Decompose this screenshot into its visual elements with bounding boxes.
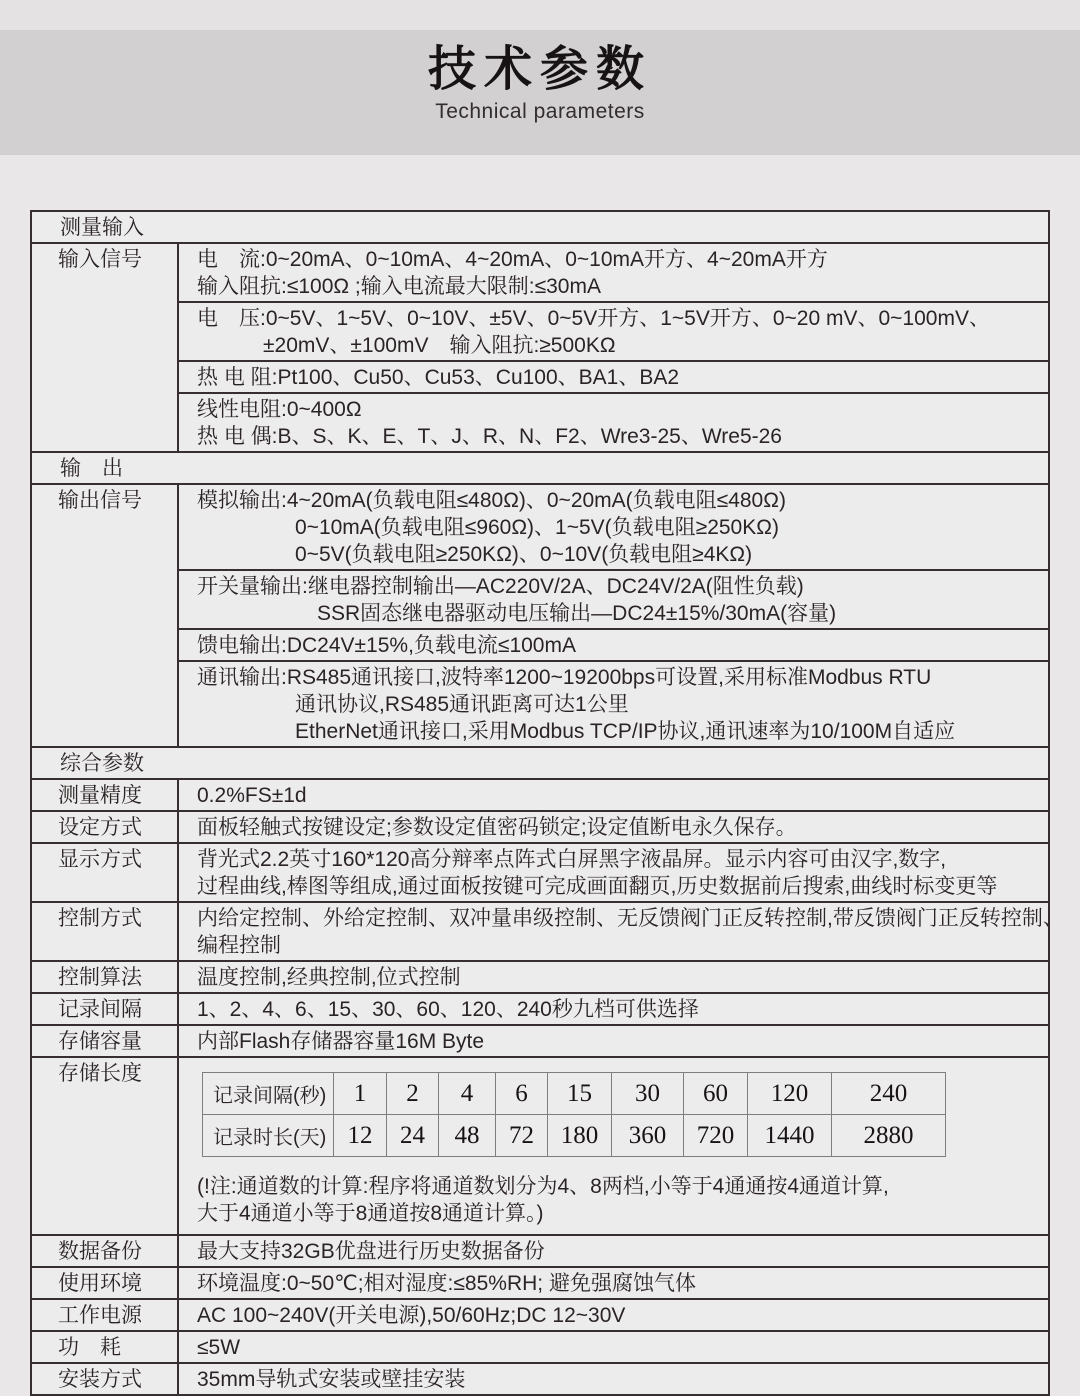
spec-cell: [179, 994, 1048, 1024]
spec-line: 过程曲线,棒图等组成,通过面板按键可完成画面翻页,历史数据前后搜索,曲线时标变更等: [197, 875, 998, 898]
spec-line: 0.2%FS±1d: [197, 784, 307, 807]
spec-line: ±20mV、±100mV 输入阻抗:≥500KΩ: [263, 334, 616, 357]
interval-value: 240: [832, 1073, 946, 1115]
spec-cell-current: [179, 244, 1048, 301]
spec-line: 通讯协议,RS485通讯距离可达1公里: [295, 693, 629, 716]
interval-value: 1: [334, 1073, 387, 1115]
row-label: 输出信号: [32, 485, 179, 746]
section-row-output: [32, 453, 1048, 485]
spec-line: 开关量输出:继电器控制输出—AC220V/2A、DC24V/2A(阻性负载): [197, 575, 804, 598]
interval-value: 120: [748, 1073, 832, 1115]
spec-cell: [179, 844, 1048, 901]
days-value: 720: [684, 1115, 748, 1157]
spec-cell-analog-out: [179, 485, 1048, 569]
storage-table-row-intervals: [203, 1073, 946, 1115]
row-content: [179, 1364, 1048, 1394]
days-value: 12: [334, 1115, 387, 1157]
spec-line: 模拟输出:4~20mA(负载电阻≤480Ω)、0~20mA(负载电阻≤480Ω): [197, 489, 786, 512]
row-display-method: [32, 844, 1048, 903]
row-content: [179, 812, 1048, 842]
spec-line: AC 100~240V(开关电源),50/60Hz;DC 12~30V: [197, 1304, 626, 1327]
days-value: 1440: [748, 1115, 832, 1157]
row-label: 功 耗: [32, 1332, 179, 1362]
row-content: [179, 1268, 1048, 1298]
row-storage-length: [32, 1058, 1048, 1236]
days-value: 180: [548, 1115, 612, 1157]
row-label: 输入信号: [32, 244, 179, 451]
spec-cell-voltage: [179, 301, 1048, 360]
spec-line: 温度控制,经典控制,位式控制: [197, 966, 461, 989]
top-strip: [0, 0, 1080, 30]
spec-line: 电 流:0~20mA、0~10mA、4~20mA、0~10mA开方、4~20mA开方: [197, 248, 828, 271]
spec-line: 热 电 偶:B、S、K、E、T、J、R、N、F2、Wre3-25、Wre5-26: [197, 425, 782, 448]
spec-line: EtherNet通讯接口,采用Modbus TCP/IP协议,通讯速率为10/100M自适应: [295, 720, 956, 743]
row-label: 数据备份: [32, 1236, 179, 1266]
spec-cell-switch-out: [179, 569, 1048, 628]
row-content: [179, 1300, 1048, 1330]
spec-line: 编程控制: [197, 934, 281, 957]
row-content: [179, 1058, 1048, 1234]
spec-cell: [179, 903, 1064, 960]
spec-line: ≤5W: [197, 1336, 241, 1359]
storage-row1-label: 记录间隔(秒): [203, 1073, 334, 1115]
interval-value: 60: [684, 1073, 748, 1115]
row-label: 设定方式: [32, 812, 179, 842]
spec-line: 环境温度:0~50℃;相对湿度:≤85%RH; 避免强腐蚀气体: [197, 1272, 696, 1295]
spec-line: 0~10mA(负载电阻≤960Ω)、1~5V(负载电阻≥250KΩ): [295, 516, 779, 539]
row-label: 存储容量: [32, 1026, 179, 1056]
section-label: 综合参数: [60, 752, 144, 775]
row-setting-method: [32, 812, 1048, 844]
spec-cell: [179, 1364, 1048, 1394]
row-label: 控制算法: [32, 962, 179, 992]
spec-line: 内给定控制、外给定控制、双冲量串级控制、无反馈阀门正反转控制,带反馈阀门正反转控制、: [197, 907, 1064, 930]
spec-line: 最大支持32GB优盘进行历史数据备份: [197, 1240, 545, 1263]
days-value: 24: [387, 1115, 439, 1157]
row-input-signal: [32, 244, 1048, 453]
interval-value: 6: [496, 1073, 548, 1115]
row-content: [179, 962, 1048, 992]
days-value: 48: [439, 1115, 496, 1157]
spec-cell: [179, 1236, 1048, 1266]
interval-value: 30: [612, 1073, 684, 1115]
spec-line: SSR固态继电器驱动电压输出—DC24±15%/30mA(容量): [317, 602, 837, 625]
storage-note: [197, 1165, 1048, 1233]
row-content: [179, 780, 1048, 810]
spec-line: 热 电 阻:Pt100、Cu50、Cu53、Cu100、BA1、BA2: [197, 366, 680, 389]
row-content: [179, 485, 1048, 746]
spec-line: 馈电输出:DC24V±15%,负载电流≤100mA: [197, 634, 576, 657]
row-label: 使用环境: [32, 1268, 179, 1298]
storage-table: [202, 1072, 946, 1157]
row-data-backup: [32, 1236, 1048, 1268]
page-title: 技术参数: [427, 43, 652, 96]
interval-value: 2: [387, 1073, 439, 1115]
row-label: 记录间隔: [32, 994, 179, 1024]
spec-cell: [179, 1300, 1048, 1330]
row-content: [179, 1236, 1048, 1266]
row-control-method: [32, 903, 1064, 962]
section-label: 测量输入: [60, 216, 144, 239]
spec-line: 1、2、4、6、15、30、60、120、240秒九档可供选择: [197, 998, 699, 1021]
spec-cell-feed-out: [179, 628, 1048, 660]
title-band: [0, 30, 1080, 155]
days-value: 2880: [832, 1115, 946, 1157]
row-label: 测量精度: [32, 780, 179, 810]
section-label: 输 出: [60, 457, 123, 480]
spec-cell: [179, 962, 1048, 992]
spec-cell: [179, 812, 1048, 842]
spec-cell-storage: [179, 1058, 1048, 1234]
spec-cell-linear-tc: [179, 392, 1048, 451]
row-content: [179, 244, 1048, 451]
row-label: 安装方式: [32, 1364, 179, 1394]
row-accuracy: [32, 780, 1048, 812]
note-line: (!注:通道数的计算:程序将通道数划分为4、8两档,小等于4通通按4通道计算,: [197, 1175, 889, 1198]
row-record-interval: [32, 994, 1048, 1026]
row-content: [179, 1026, 1048, 1056]
row-power-consumption: [32, 1332, 1048, 1364]
storage-row2-label: 记录时长(天): [203, 1115, 334, 1157]
spec-line: 35mm导轨式安装或壁挂安装: [197, 1368, 466, 1391]
days-value: 360: [612, 1115, 684, 1157]
page-subtitle: Technical parameters: [435, 100, 645, 123]
spec-cell: [179, 780, 1048, 810]
spec-cell: [179, 1268, 1048, 1298]
spec-line: 电 压:0~5V、1~5V、0~10V、±5V、0~5V开方、1~5V开方、0~20 mV、0~100mV、: [197, 307, 990, 330]
section-row-measure-input: [32, 212, 1048, 244]
row-label: 控制方式: [32, 903, 179, 960]
row-label: 显示方式: [32, 844, 179, 901]
row-label: 存储长度: [32, 1058, 179, 1234]
spec-line: 输入阻抗:≤100Ω ;输入电流最大限制:≤30mA: [197, 275, 601, 298]
row-content: [179, 844, 1048, 901]
interval-value: 4: [439, 1073, 496, 1115]
spec-line: 通讯输出:RS485通讯接口,波特率1200~19200bps可设置,采用标准Modbus RTU: [197, 666, 932, 689]
spec-line: 内部Flash存储器容量16M Byte: [197, 1030, 485, 1053]
row-storage-capacity: [32, 1026, 1048, 1058]
days-value: 72: [496, 1115, 548, 1157]
row-content: [179, 903, 1064, 960]
row-label: 工作电源: [32, 1300, 179, 1330]
spec-cell: [179, 1026, 1048, 1056]
spec-line: 背光式2.2英寸160*120高分辩率点阵式白屏黑字液晶屏。显示内容可由汉字,数字,: [197, 848, 947, 871]
row-installation: [32, 1364, 1048, 1394]
spec-line: 线性电阻:0~400Ω: [197, 398, 362, 421]
interval-value: 15: [548, 1073, 612, 1115]
storage-table-row-days: [203, 1115, 946, 1157]
row-output-signal: [32, 485, 1048, 748]
note-line: 大于4通道小等于8通道按8通道计算。): [197, 1202, 544, 1225]
spec-line: 面板轻触式按键设定;参数设定值密码锁定;设定值断电永久保存。: [197, 816, 797, 839]
row-content: [179, 994, 1048, 1024]
row-environment: [32, 1268, 1048, 1300]
spec-cell-rtd: [179, 360, 1048, 392]
spec-table: [30, 210, 1064, 1396]
row-control-algorithm: [32, 962, 1048, 994]
spec-cell-comm-out: [179, 660, 1048, 746]
row-power-supply: [32, 1300, 1048, 1332]
section-row-general: [32, 748, 1048, 780]
spec-line: 0~5V(负载电阻≥250KΩ)、0~10V(负载电阻≥4KΩ): [295, 543, 753, 566]
